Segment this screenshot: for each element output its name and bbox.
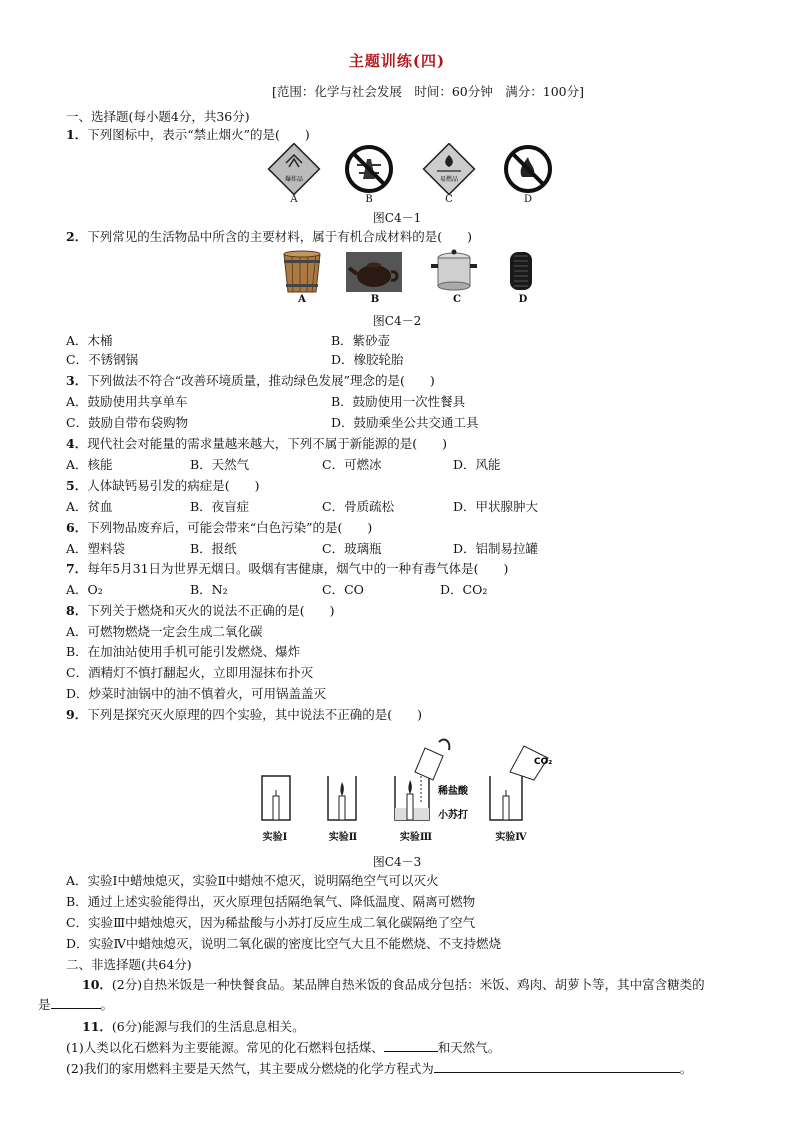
section-1-heading: 一、选择题(每小题4分，共36分) [66, 109, 250, 124]
question-text: 下列物品废弃后，可能会带来“白色污染”的是( ) [87, 520, 373, 535]
question-text-continued: 是 [38, 997, 51, 1012]
question-9 [66, 706, 422, 724]
option: A．贫血 [66, 499, 113, 514]
question-11 [82, 1018, 305, 1036]
clay-teapot-icon [346, 252, 402, 292]
option: A．鼓励使用共享单车 [66, 394, 188, 409]
question-number: 8． [66, 603, 88, 618]
question-text: 下列图标中，表示“禁止烟火”的是( ) [87, 127, 310, 142]
fig1-label-d: D [523, 194, 533, 205]
question-number: 6． [66, 520, 88, 535]
option: B．夜盲症 [190, 499, 250, 514]
steel-pot-icon [431, 250, 477, 291]
option: C．CO [322, 582, 364, 597]
fig3-label-1: 实验Ⅰ [262, 832, 288, 843]
question-8 [66, 602, 334, 620]
option: C．可燃冰 [322, 457, 382, 472]
explosive-sign-icon [269, 144, 320, 195]
option: B．天然气 [190, 457, 250, 472]
figure-caption: 图C4－1 [372, 211, 422, 225]
option: C．实验Ⅲ中蜡烛熄灭，因为稀盐酸与小苏打反应生成二氧化碳隔绝了空气 [66, 915, 476, 930]
question-number: 2． [66, 229, 88, 244]
option: B．通过上述实验能得出，灭火原理包括隔绝氧气、降低温度、隔离可燃物 [66, 894, 476, 909]
option: D．实验Ⅳ中蜡烛熄灭，说明二氧化碳的密度比空气大且不能燃烧、不支持燃烧 [66, 936, 502, 951]
question-number: 4． [66, 436, 88, 451]
wooden-bucket-icon [284, 251, 320, 292]
question-number: 5． [66, 478, 88, 493]
rubber-tire-icon [510, 252, 532, 290]
option: A．木桶 [66, 333, 113, 348]
fig2-label-c: C [453, 294, 461, 305]
option: A．塑料袋 [66, 541, 126, 556]
option: A．可燃物燃烧一定会生成二氧化碳 [66, 624, 263, 639]
flammable-sign-icon [424, 144, 475, 195]
sub-question-text-end: 和天然气。 [437, 1040, 501, 1055]
option: D．风能 [453, 457, 501, 472]
figure-caption: 图C4－2 [372, 314, 422, 328]
sub-question-text: (2)我们的家用燃料主要是天然气，其主要成分燃烧的化学方程式为 [66, 1061, 434, 1076]
option: D．鼓励乘坐公共交通工具 [331, 415, 479, 430]
question-6 [66, 519, 372, 537]
question-points: (6分) [111, 1019, 143, 1034]
option: D．橡胶轮胎 [331, 352, 404, 367]
exam-scope: [范围：化学与社会发展 时间：60分钟 满分：100分] [271, 84, 584, 99]
option: D．炒菜时油锅中的油不慎着火，可用锅盖盖灭 [66, 686, 327, 701]
option: B．在加油站使用手机可能引发燃烧、爆炸 [66, 644, 301, 659]
question-text: 能源与我们的生活息息相关。 [142, 1019, 305, 1034]
question-text: 人体缺钙易引发的病症是( ) [87, 478, 260, 493]
answer-blank[interactable] [434, 1060, 680, 1073]
question-text: 现代社会对能量的需求量越来越大，下列不属于新能源的是( ) [87, 436, 447, 451]
question-text: 自热米饭是一种快餐食品。某品牌自热米饭的食品成分包括：米饭、鸡肉、胡萝卜等，其中富含糖类的 [142, 977, 705, 992]
page-title: 主题训练(四) [348, 52, 446, 70]
question-text: 下列是探究灭火原理的四个实验，其中说法不正确的是( ) [87, 707, 422, 722]
option: C．不锈钢锅 [66, 352, 139, 367]
option: B．鼓励使用一次性餐具 [331, 394, 466, 409]
question-7 [66, 560, 508, 578]
fig3-label-4: 实验Ⅳ [495, 832, 527, 843]
question-11-part-2 [66, 1060, 692, 1078]
fig3-label-3: 实验Ⅲ [399, 832, 433, 843]
option: A．O₂ [66, 582, 103, 597]
question-text: 下列常见的生活物品中所含的主要材料，属于有机合成材料的是( ) [87, 229, 472, 244]
question-3 [66, 372, 435, 390]
figure-c4-3 [250, 728, 560, 828]
figure-c4-2 [280, 248, 550, 294]
option: C．酒精灯不慎打翻起火，立即用湿抹布扑灭 [66, 665, 314, 680]
question-10 [82, 976, 705, 994]
question-4 [66, 435, 447, 453]
option: B．N₂ [190, 582, 228, 597]
no-fireworks-sign-icon [347, 147, 391, 191]
option: A．实验Ⅰ中蜡烛熄灭，实验Ⅱ中蜡烛不熄灭，说明隔绝空气可以灭火 [66, 873, 439, 888]
fig3-label-2: 实验Ⅱ [328, 832, 358, 843]
question-number: 9． [66, 707, 88, 722]
option: C．玻璃瓶 [322, 541, 382, 556]
question-text: 下列做法不符合“改善环境质量，推动绿色发展”理念的是( ) [87, 373, 435, 388]
candle-open-jar-icon [328, 776, 356, 820]
option: C．鼓励自带布袋购物 [66, 415, 189, 430]
question-points: (2分) [111, 977, 143, 992]
reagent-label: 小苏打 [438, 810, 468, 821]
option: C．骨质疏松 [322, 499, 395, 514]
question-number: 7． [66, 561, 88, 576]
no-fire-sign-icon [506, 147, 550, 191]
question-number: 10． [82, 977, 112, 992]
candle-covered-jar-icon [262, 776, 290, 820]
question-11-part-1 [66, 1039, 500, 1057]
figure-caption: 图C4－3 [372, 855, 422, 869]
option: D．甲状腺肿大 [453, 499, 539, 514]
question-number: 11． [82, 1019, 112, 1034]
fig1-label-c: C [445, 194, 453, 205]
option: D．铝制易拉罐 [453, 541, 539, 556]
fig2-label-d: D [518, 294, 528, 305]
question-text-end: 。 [100, 997, 114, 1012]
question-5 [66, 477, 259, 495]
fig2-label-b: B [370, 294, 380, 305]
question-2 [66, 228, 472, 246]
fig2-label-a: A [298, 294, 306, 305]
sign-c-text: 易燃品 [439, 176, 459, 183]
sub-question-text-end: 。 [679, 1061, 693, 1076]
figure-c4-1 [266, 143, 566, 195]
option: D．CO₂ [440, 582, 488, 597]
sign-a-text: 爆炸品 [284, 176, 304, 183]
answer-blank[interactable] [384, 1039, 438, 1052]
question-1 [66, 126, 310, 144]
question-number: 3． [66, 373, 88, 388]
answer-blank[interactable] [51, 996, 101, 1009]
question-text: 每年5月31日为世界无烟日。吸烟有害健康，烟气中的一种有毒气体是( ) [87, 561, 509, 576]
question-text: 下列关于燃烧和灭火的说法不正确的是( ) [87, 603, 335, 618]
option: B．报纸 [190, 541, 237, 556]
gas-label: CO₂ [534, 757, 553, 767]
fig1-label-b: B [365, 194, 373, 205]
fig1-label-a: A [290, 194, 298, 205]
section-2-heading: 二、非选择题(共64分) [66, 957, 192, 972]
question-10-continued [38, 996, 113, 1014]
sub-question-text: (1)人类以化石燃料为主要能源。常见的化石燃料包括煤、 [66, 1040, 384, 1055]
question-number: 1． [66, 127, 88, 142]
candle-reaction-beaker-icon [395, 740, 449, 820]
reagent-label: 稀盐酸 [438, 786, 468, 797]
option: A．核能 [66, 457, 113, 472]
option: B．紫砂壶 [331, 333, 391, 348]
